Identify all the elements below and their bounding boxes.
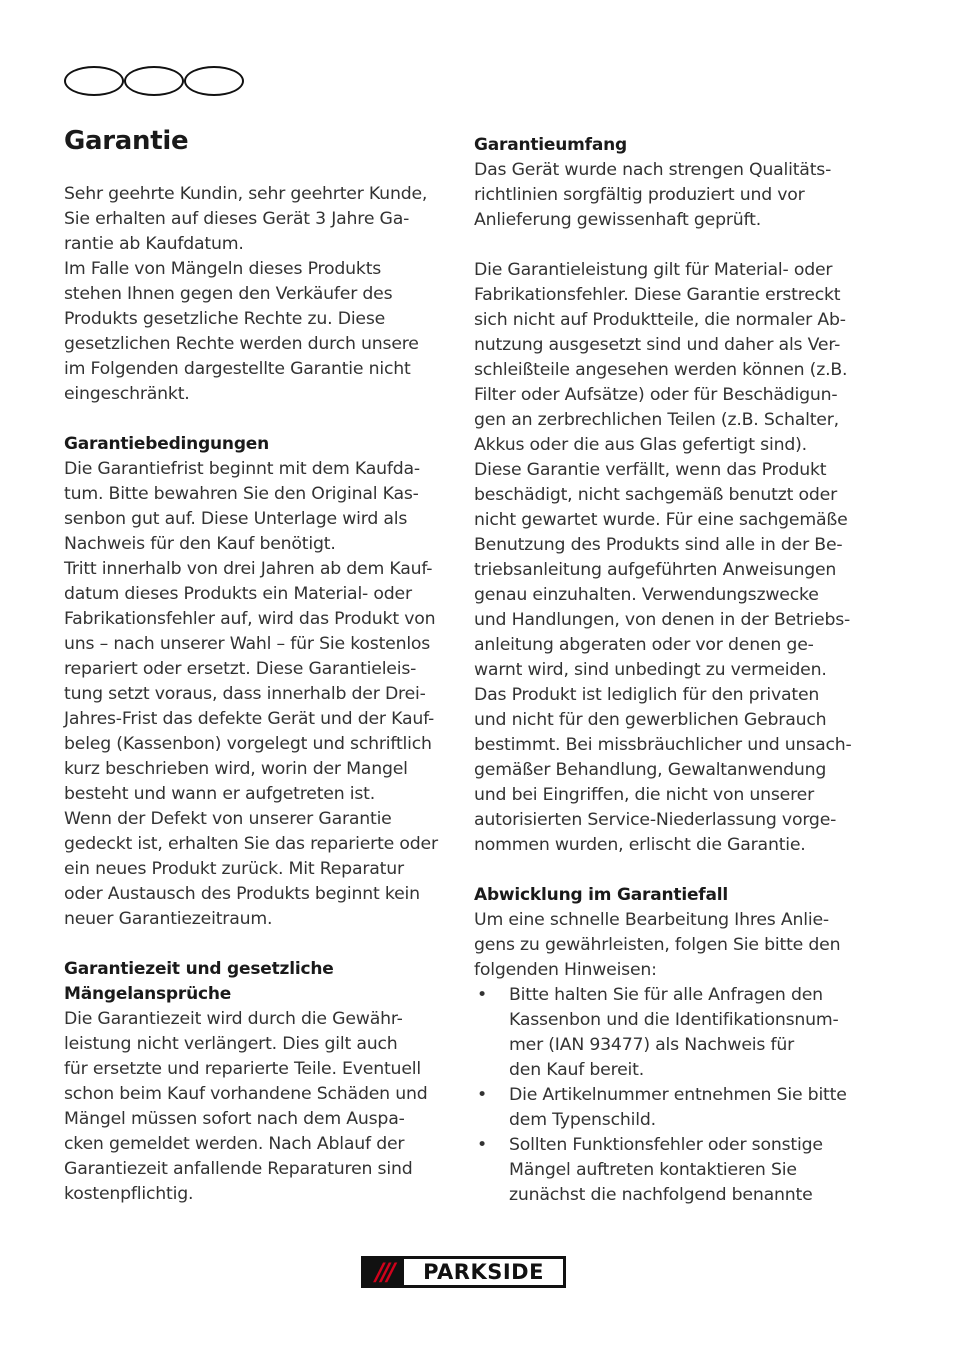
intro-paragraph: Sehr geehrte Kundin, sehr geehrter Kunde, Sie erhalten auf dieses Gerät 3 Jahre Ga- rantie ab Kaufdatum. Im Falle von Mängeln dieses Produkts stehen Ihnen gegen den Verkäufer des Produkts gesetzliche Rechte zu. Diese gesetzlichen Rechte werden durch unsere im Folgenden dargestellte Garantie nicht eingeschränkt. bbox=[64, 184, 428, 404]
period-paragraph: Die Garantiezeit wird durch die Gewähr- leistung nicht verlängert. Dies gilt auch für ersetzte und reparierte Teile. Eventuell schon beim Kauf vorhandene Schäden und Mängel müssen sofort nach dem Auspa- cken gemeldet werden. Nach Ablauf der Garantiezeit anfallende Reparaturen sind kostenpflichtig. bbox=[64, 1009, 428, 1204]
language-oval-1 bbox=[64, 66, 124, 96]
language-oval-2 bbox=[124, 66, 184, 96]
left-column bbox=[64, 182, 454, 1207]
logo-slashes: /// bbox=[375, 1258, 393, 1286]
conditions-heading: Garantiebedingungen bbox=[64, 434, 270, 454]
process-bullet-list bbox=[474, 983, 874, 1208]
conditions-paragraph: Die Garantiefrist beginnt mit dem Kaufda- tum. Bitte bewahren Sie den Original Kas- senbon gut auf. Diese Unterlage wird als Nachweis für den Kauf benötigt. Tritt innerhalb von drei Jahren ab dem Kauf- datum dieses Produkts ein Material- oder Fabrikationsfehler auf, wird das Produkt von uns – nach unserer Wahl – für Sie kostenlos repariert oder ersetzt. Diese Garantieleis- tung setzt voraus, dass innerhalb der Drei- Jahres-Frist das defekte Gerät und der Kauf- beleg (Kassenbon) vorgelegt und schriftlich kurz beschrieben wird, worin der Mangel besteht und wann er aufgetreten ist. Wenn der Defekt von unserer Garantie gedeckt ist, erhalten Sie das reparierte oder ein neues Produkt zurück. Mit Reparatur oder Austausch des Produkts beginnt kein neuer Garantiezeitraum. bbox=[64, 459, 438, 929]
process-heading: Abwicklung im Garantiefall bbox=[474, 885, 729, 905]
right-column bbox=[474, 133, 874, 1208]
scope-heading: Garantieumfang bbox=[474, 135, 628, 155]
bullet-item: • Sollten Funktionsfehler oder sonstige Mängel auftreten kontaktieren Sie zunächst die nachfolgend benannte bbox=[474, 1133, 874, 1208]
scope-paragraph-2: Die Garantieleistung gilt für Material- oder Fabrikationsfehler. Diese Garantie erstreckt sich nicht auf Produktteile, die normaler Ab- nutzung ausgesetzt sind und daher als Ver- schleißteile angesehen werden können (z.B. Filter oder Aufsätze) oder für Beschädigun- gen an zerbrechlichen Teilen (z.B. Schalter, Akkus oder die aus Glas gefertigt sind). Diese Garantie verfällt, wenn das Produkt beschädigt, nicht sachgemäß benutzt oder nicht gewartet wurde. Für eine sachgemäße Benutzung des Produkts sind alle in der Be- triebsanleitung aufgeführten Anweisungen genau einzuhalten. Verwendungszwecke und Handlungen, von denen in der Betriebs- anleitung abgeraten oder vor denen ge- warnt wird, sind unbedingt zu vermeiden. Das Produkt ist lediglich für den privaten und nicht für den gewerblichen Gebrauch bestimmt. Bei missbräuchlicher und unsach- gemäßer Behandlung, Gewaltanwendung und bei Eingriffen, die nicht von unserer autorisierten Service-Niederlassung vorge- nommen wurden, erlischt die Garantie. bbox=[474, 260, 852, 855]
language-oval-3 bbox=[184, 66, 244, 96]
page-title: Garantie bbox=[64, 126, 189, 156]
parkside-logo bbox=[361, 1256, 566, 1288]
process-paragraph: Um eine schnelle Bearbeitung Ihres Anlie- gens zu gewährleisten, folgen Sie bitte den folgenden Hinweisen: bbox=[474, 910, 841, 980]
bullet-item: • Bitte halten Sie für alle Anfragen den Kassenbon und die Identifikationsnum- mer (IAN 93477) als Nachweis für den Kauf bereit. bbox=[474, 983, 874, 1083]
scope-paragraph-1: Das Gerät wurde nach strengen Qualitäts- richtlinien sorgfältig produziert und vor Anlieferung gewissenhaft geprüft. bbox=[474, 160, 832, 230]
logo-text: PARKSIDE bbox=[404, 1259, 563, 1285]
period-heading: Garantiezeit und gesetzliche Mängelansprüche bbox=[64, 959, 334, 1004]
bullet-item: • Die Artikelnummer entnehmen Sie bitte dem Typenschild. bbox=[474, 1083, 874, 1133]
language-ovals bbox=[64, 66, 248, 96]
